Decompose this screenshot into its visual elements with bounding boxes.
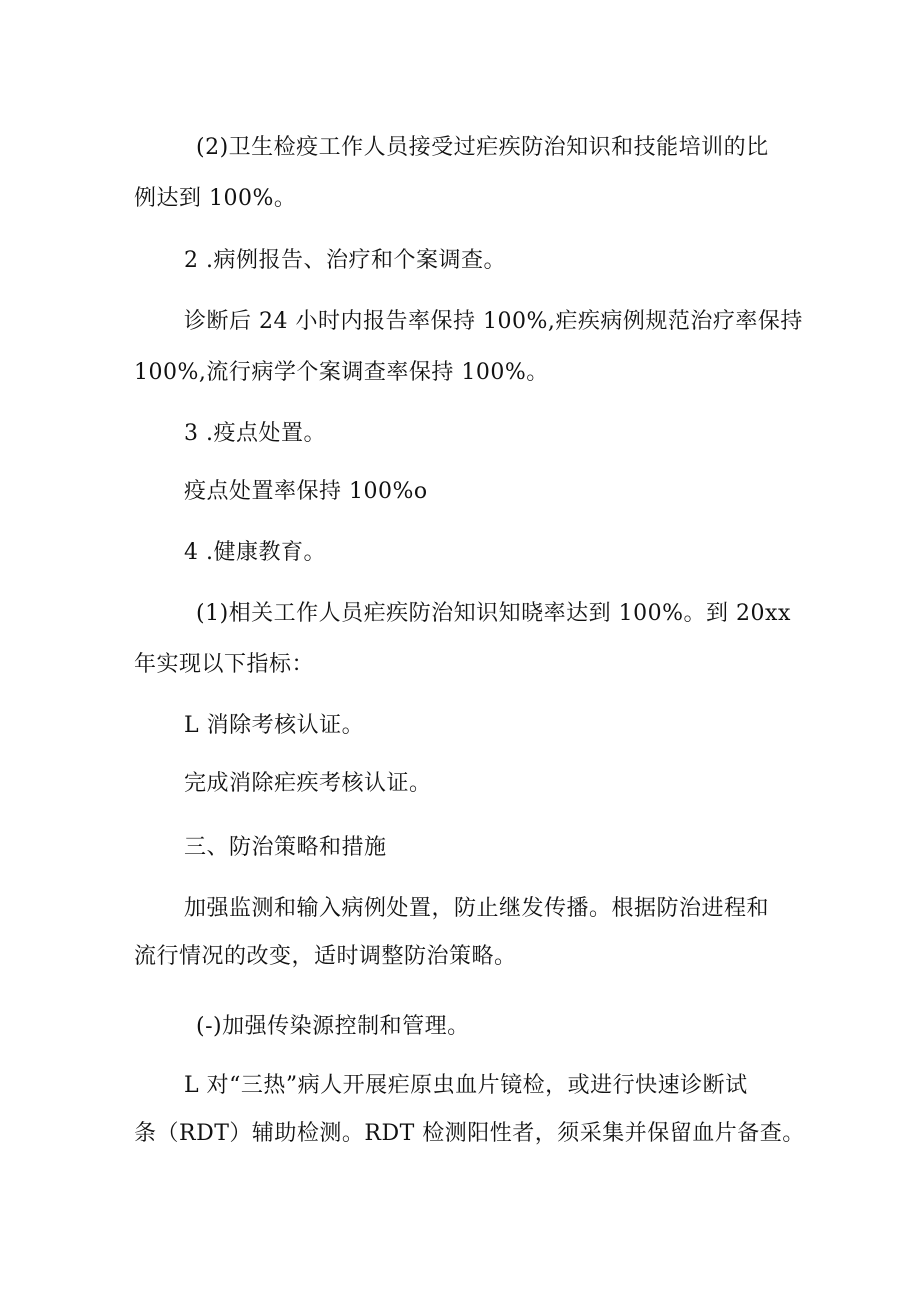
paragraph-line: 加强监测和输入病例处置，防止继发传播。根据防治进程和 xyxy=(184,896,770,921)
section-heading: 4 .健康教育。 xyxy=(184,540,326,565)
paragraph-line: 例达到 100%。 xyxy=(134,186,297,211)
paragraph-line: 流行情况的改变，适时调整防治策略。 xyxy=(134,944,517,969)
paragraph-line: 诊断后 24 小时内报告率保持 100%,疟疾病例规范治疗率保持 xyxy=(184,309,803,334)
paragraph-line: 完成消除疟疾考核认证。 xyxy=(184,771,432,796)
paragraph-line: (2)卫生检疫工作人员接受过疟疾防治知识和技能培训的比 xyxy=(196,135,769,160)
section-heading: 2 .病例报告、治疗和个案调查。 xyxy=(184,248,506,273)
section-heading: 三、防治策略和措施 xyxy=(184,835,387,860)
section-heading: 3 .疫点处置。 xyxy=(184,421,326,446)
paragraph-line: L 对“三热”病人开展疟原虫血片镜检，或进行快速诊断试 xyxy=(184,1073,748,1098)
paragraph-line: 疫点处置率保持 100%o xyxy=(184,479,428,504)
paragraph-line: 100%,流行病学个案调查率保持 100%。 xyxy=(134,360,549,385)
paragraph-line: 年实现以下指标： xyxy=(134,652,315,677)
section-heading: (-)加强传染源控制和管理。 xyxy=(196,1014,470,1039)
section-heading: L 消除考核认证。 xyxy=(184,713,365,738)
paragraph-line: 条（RDT）辅助检测。RDT 检测阳性者，须采集并保留血片备查。 xyxy=(134,1121,805,1146)
paragraph-line: (1)相关工作人员疟疾防治知识知晓率达到 100%。到 20xx xyxy=(196,601,791,626)
